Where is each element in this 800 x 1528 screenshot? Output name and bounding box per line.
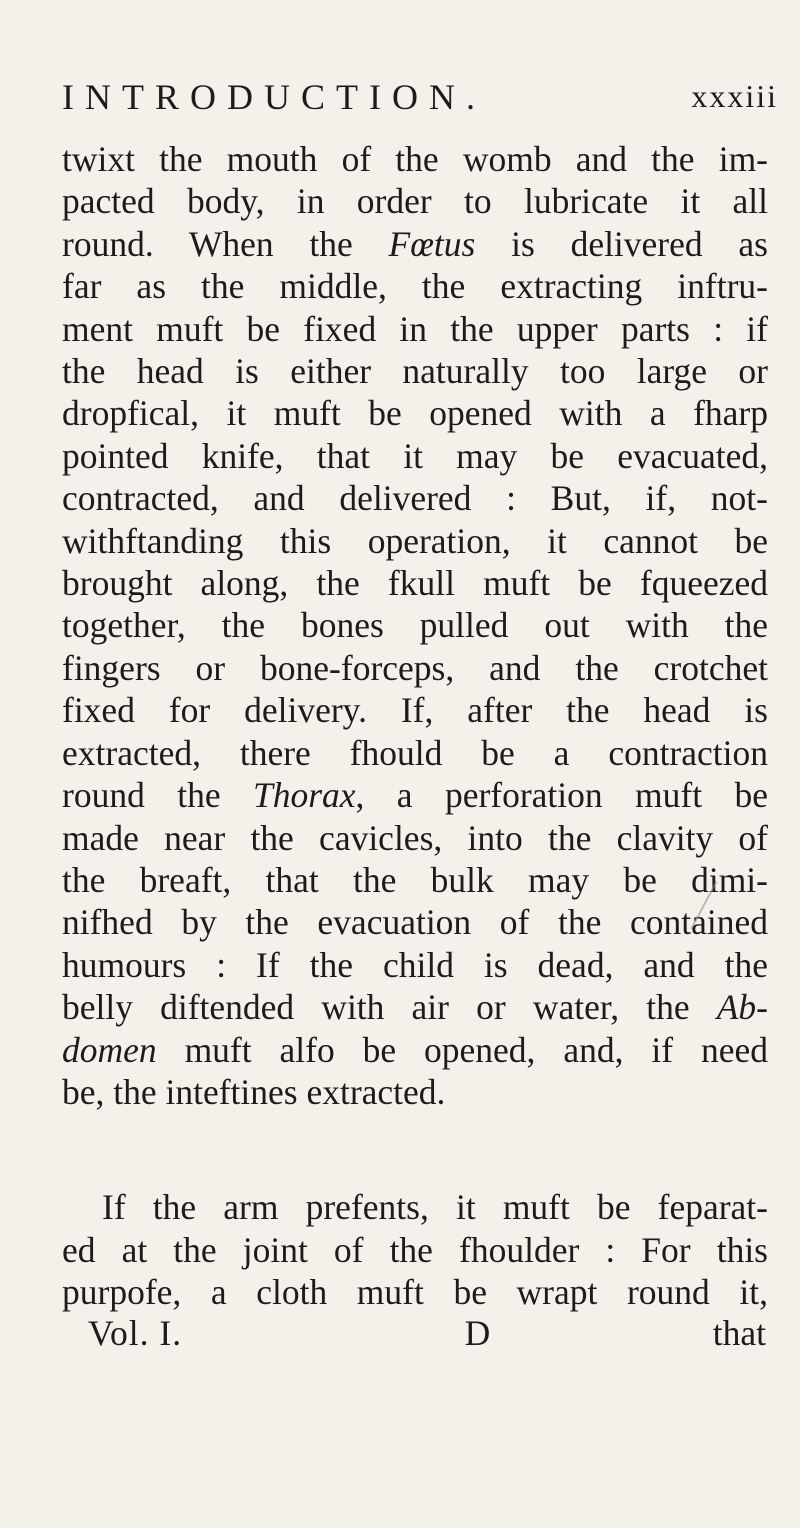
text-span: made near the cavicles, into the clavity of xyxy=(62,817,768,858)
text-span: ed at the joint of the fhoulder : For this xyxy=(62,1229,768,1270)
text-line xyxy=(62,604,768,646)
text-line xyxy=(62,223,768,265)
text-line xyxy=(62,180,768,222)
text-line xyxy=(62,689,768,731)
body-text xyxy=(62,138,768,1354)
text-span: If the arm prefents, it muft be feparat- xyxy=(102,1187,768,1228)
text-span: pacted body, in order to lubricate it all xyxy=(62,181,768,222)
text-line xyxy=(62,986,768,1028)
text-line xyxy=(62,1229,768,1271)
text-span: humours : If the child is dead, and the xyxy=(62,944,768,985)
text-span: muft alfo be opened, and, if need xyxy=(156,1029,768,1070)
text-line xyxy=(62,1029,768,1071)
text-line xyxy=(62,265,768,307)
catchword: that xyxy=(712,1312,766,1353)
text-span: round the xyxy=(62,775,253,816)
text-span: contracted, and delivered : But, if, not- xyxy=(62,478,768,519)
volume-label: Vol. I. xyxy=(88,1312,183,1353)
text-line xyxy=(62,944,768,986)
text-span: the breaft, that the bulk may be dimi- xyxy=(62,859,768,900)
text-line xyxy=(62,138,768,180)
paragraph-2 xyxy=(62,1186,768,1313)
text-line xyxy=(62,1271,768,1313)
text-span: the head is either naturally too large or xyxy=(62,351,768,392)
text-span: dropfical, it muft be opened with a fharp xyxy=(62,393,768,434)
running-header xyxy=(52,76,778,126)
text-line xyxy=(62,732,768,774)
text-span: purpofe, a cloth muft be wrapt round it, xyxy=(62,1272,768,1313)
text-span: together, the bones pulled out with the xyxy=(62,605,768,646)
text-line xyxy=(62,1186,768,1228)
text-span: belly diftended with air or water, the xyxy=(62,987,717,1028)
signature-mark: D xyxy=(464,1312,491,1353)
text-line xyxy=(62,520,768,562)
text-span: round. When the xyxy=(62,223,389,264)
italic-term: domen xyxy=(62,1029,157,1070)
text-span: fixed for delivery. If, after the head is xyxy=(62,690,768,731)
text-line xyxy=(62,477,768,519)
text-span: withftanding this operation, it cannot be xyxy=(62,520,768,561)
italic-term: Ab- xyxy=(716,987,768,1028)
text-line xyxy=(62,435,768,477)
italic-term: Fœtus xyxy=(388,223,476,264)
text-line xyxy=(62,308,768,350)
text-span: pointed knife, that it may be evacuated, xyxy=(62,435,768,476)
text-span: nifhed by the evacuation of the contained xyxy=(62,902,768,943)
text-span: ment muft be fixed in the upper parts : if xyxy=(62,308,768,349)
text-span: far as the middle, the extracting inftru- xyxy=(62,266,768,307)
paragraph-1 xyxy=(62,138,768,1113)
paragraph-gap xyxy=(62,1113,768,1186)
text-line xyxy=(62,859,768,901)
text-line xyxy=(62,647,768,689)
text-line xyxy=(62,817,768,859)
text-line xyxy=(62,350,768,392)
text-span: fingers or bone-forceps, and the crotchet xyxy=(62,647,768,688)
text-span: brought along, the fkull muft be fqueezed xyxy=(62,563,768,604)
text-line xyxy=(62,901,768,943)
text-line xyxy=(62,562,768,604)
page-footer xyxy=(62,1312,768,1354)
italic-term: Thorax xyxy=(252,775,356,816)
text-line xyxy=(62,1071,768,1113)
text-span: extracted, there fhould be a contraction xyxy=(62,732,768,773)
text-span: be, the inteftines extracted. xyxy=(62,1071,446,1112)
text-line xyxy=(62,392,768,434)
page-number: xxxiii xyxy=(691,78,778,114)
text-span: is delivered as xyxy=(475,223,768,264)
text-span: , a perforation muft be xyxy=(355,775,768,816)
text-span: twixt the mouth of the womb and the im- xyxy=(62,139,768,179)
text-line xyxy=(62,774,768,816)
running-title: INTRODUCTION. xyxy=(62,77,486,117)
